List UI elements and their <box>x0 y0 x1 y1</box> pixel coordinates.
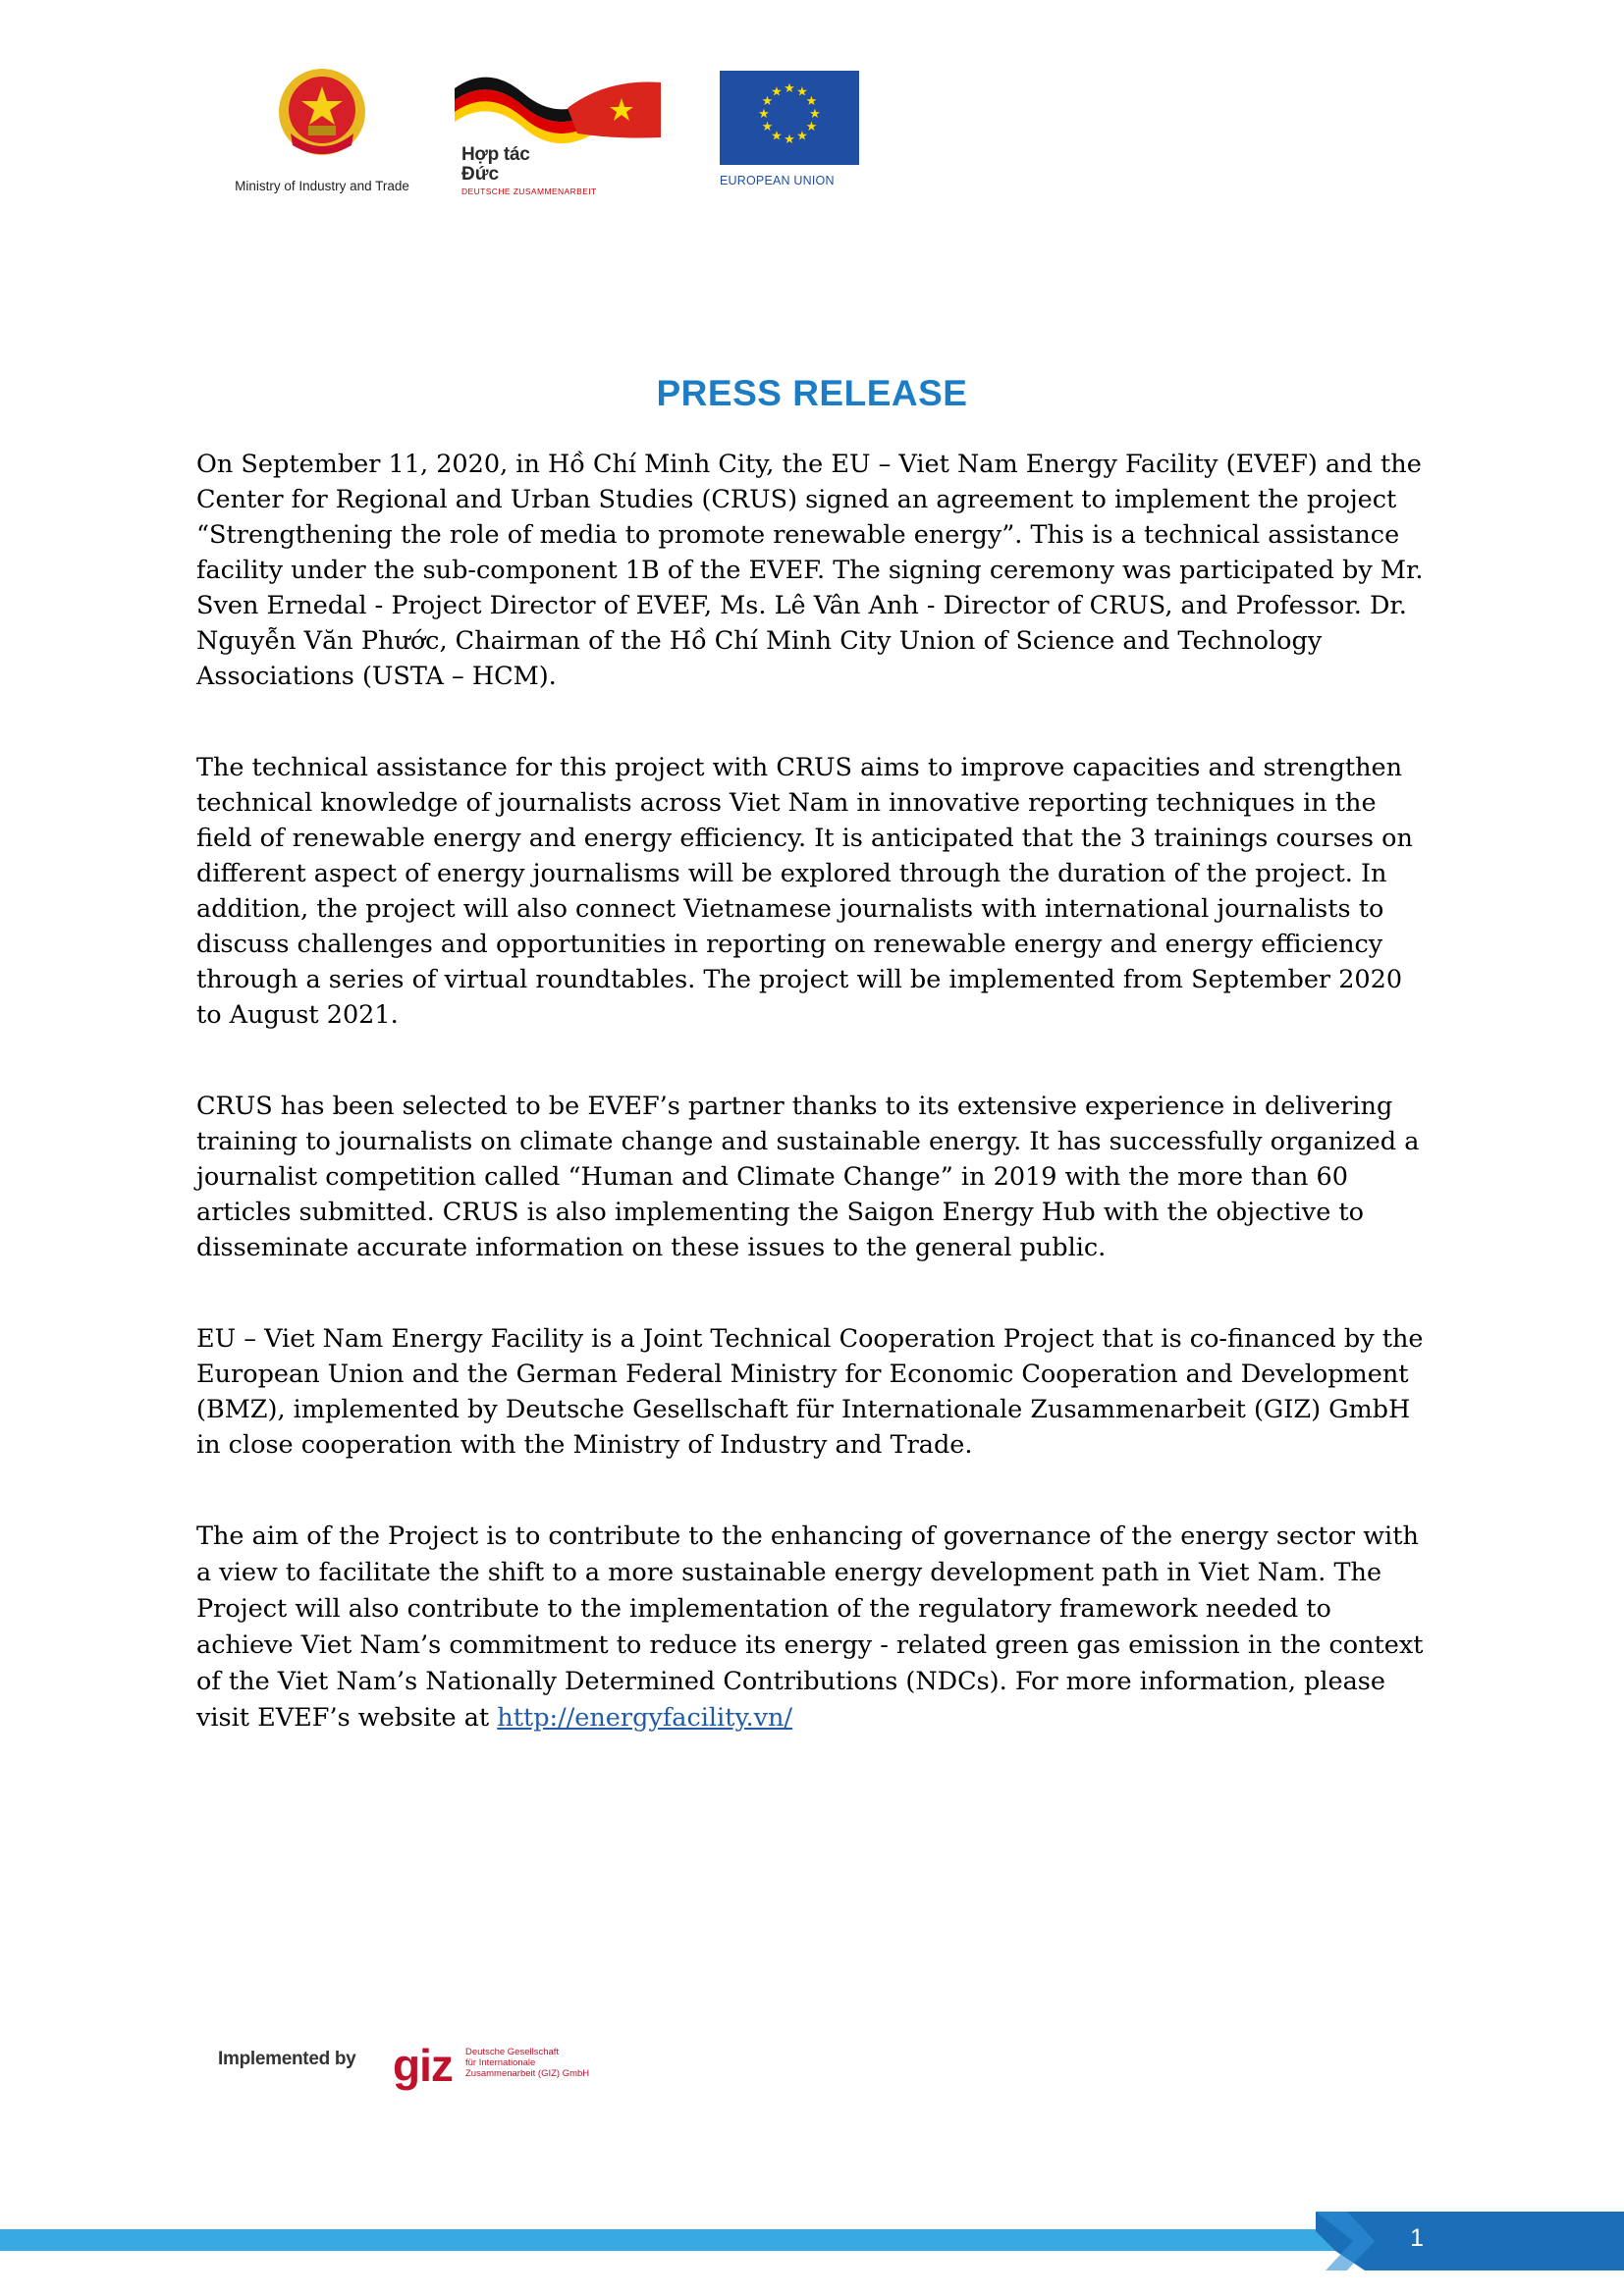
ministry-logo <box>224 65 420 196</box>
page-title: PRESS RELEASE <box>656 373 968 413</box>
implemented-by-block <box>218 2041 630 2100</box>
giz-name <box>465 2047 589 2079</box>
svg-text:★: ★ <box>771 84 783 100</box>
hoptac-subtitle: DEUTSCHE ZUSAMMENARBEIT <box>461 187 597 196</box>
svg-text:★: ★ <box>796 84 808 100</box>
svg-text:★: ★ <box>784 81 795 96</box>
eu-logo <box>720 71 867 194</box>
evef-website-link[interactable]: http://energyfacility.vn/ <box>497 1703 793 1733</box>
svg-text:★: ★ <box>758 107 770 122</box>
footer-bar <box>0 2212 1624 2270</box>
implemented-by-label: Implemented by <box>218 2049 356 2069</box>
giz-line2: für Internationale <box>465 2057 536 2068</box>
paragraph-signing: On September 11, 2020, in Hồ Chí Minh City, the EU – Viet Nam Energy Facility (EVEF) and the Center for Regional and Urban Studies (CRUS) signed an agreement to implement the project “Strengthening the role of media to promote renewable energy”. This is a technical assistance facility under the sub-component 1B of the EVEF. The signing ceremony was participated by Mr. Sven Ernedal - Project Director of EVEF, Ms. Lê Vân Anh - Director of CRUS, and Professor. Dr. Nguyễn Văn Phước, Chairman of the Hồ Chí Minh City Union of Science and Technology Associations (USTA – HCM). <box>196 450 1424 691</box>
hoptac-line2: Đức <box>461 164 500 185</box>
giz-line3: Zusammenarbeit (GIZ) GmbH <box>465 2068 590 2079</box>
hoptac-duc-logo <box>450 69 671 196</box>
vietnam-emblem-icon <box>273 65 371 163</box>
svg-text:★: ★ <box>761 120 774 134</box>
svg-text:★: ★ <box>796 129 808 144</box>
eu-label: EUROPEAN UNION <box>720 174 835 187</box>
page-number: 1 <box>1410 2224 1424 2252</box>
project-aim-text: The aim of the Project is to contribute to the enhancing of governance of the energy sector with a view to facilitate the shift to a more sustainable energy development path in Viet Nam. The Project will also contribute to the implementation of the regulatory framework needed to achieve Viet Nam’s commitment to reduce its energy - related green gas emission in the context of the Viet Nam’s Nationally Determined Contributions (NDCs). For more information, please visit EVEF’s website at <box>196 1522 1424 1733</box>
svg-text:★: ★ <box>809 107 821 122</box>
press-release-body <box>196 447 1434 1736</box>
giz-line1: Deutsche Gesellschaft <box>465 2047 560 2057</box>
flag-ribbon-icon <box>450 69 671 147</box>
paragraph-crus-partner: CRUS has been selected to be EVEF’s partner thanks to its extensive experience in delivering training to journalists on climate change and sustainable energy. It has successfully organized a journalist competition called “Human and Climate Change” in 2019 with the more than 60 articles submitted. CRUS is also implementing the Saigon Energy Hub with the objective to disseminate accurate information on these issues to the general public. <box>196 1092 1420 1262</box>
paragraph-project-aim <box>196 1519 1434 1736</box>
svg-text:★: ★ <box>761 94 774 109</box>
svg-text:★: ★ <box>805 120 818 134</box>
svg-text:★: ★ <box>784 133 795 147</box>
paragraph-technical-assistance: The technical assistance for this project with CRUS aims to improve capacities and strengthen technical knowledge of journalists across Viet Nam in innovative reporting techniques in the field of renewable energy and energy efficiency. It is anticipated that the 3 trainings courses on different aspect of energy journalisms will be explored through the duration of the project. In addition, the project will also connect Vietnamese journalists with international journalists to discuss challenges and opportunities in reporting on renewable energy and energy efficiency through a series of virtual roundtables. The project will be implemented from September 2020 to August 2021. <box>196 753 1413 1030</box>
hoptac-line1: Hợp tác <box>461 144 530 165</box>
svg-text:★: ★ <box>771 129 783 144</box>
eu-flag-icon <box>720 71 859 165</box>
ministry-label: Ministry of Industry and Trade <box>235 179 409 193</box>
paragraph-evef-description: EU – Viet Nam Energy Facility is a Joint Technical Cooperation Project that is co-financed by the European Union and the German Federal Ministry for Economic Cooperation and Development (BMZ), implemented by Deutsche Gesellschaft für Internationale Zusammenarbeit (GIZ) GmbH in close cooperation with the Ministry of Industry and Trade. <box>196 1324 1424 1460</box>
giz-logo: giz <box>393 2040 453 2091</box>
svg-text:★: ★ <box>805 94 818 109</box>
